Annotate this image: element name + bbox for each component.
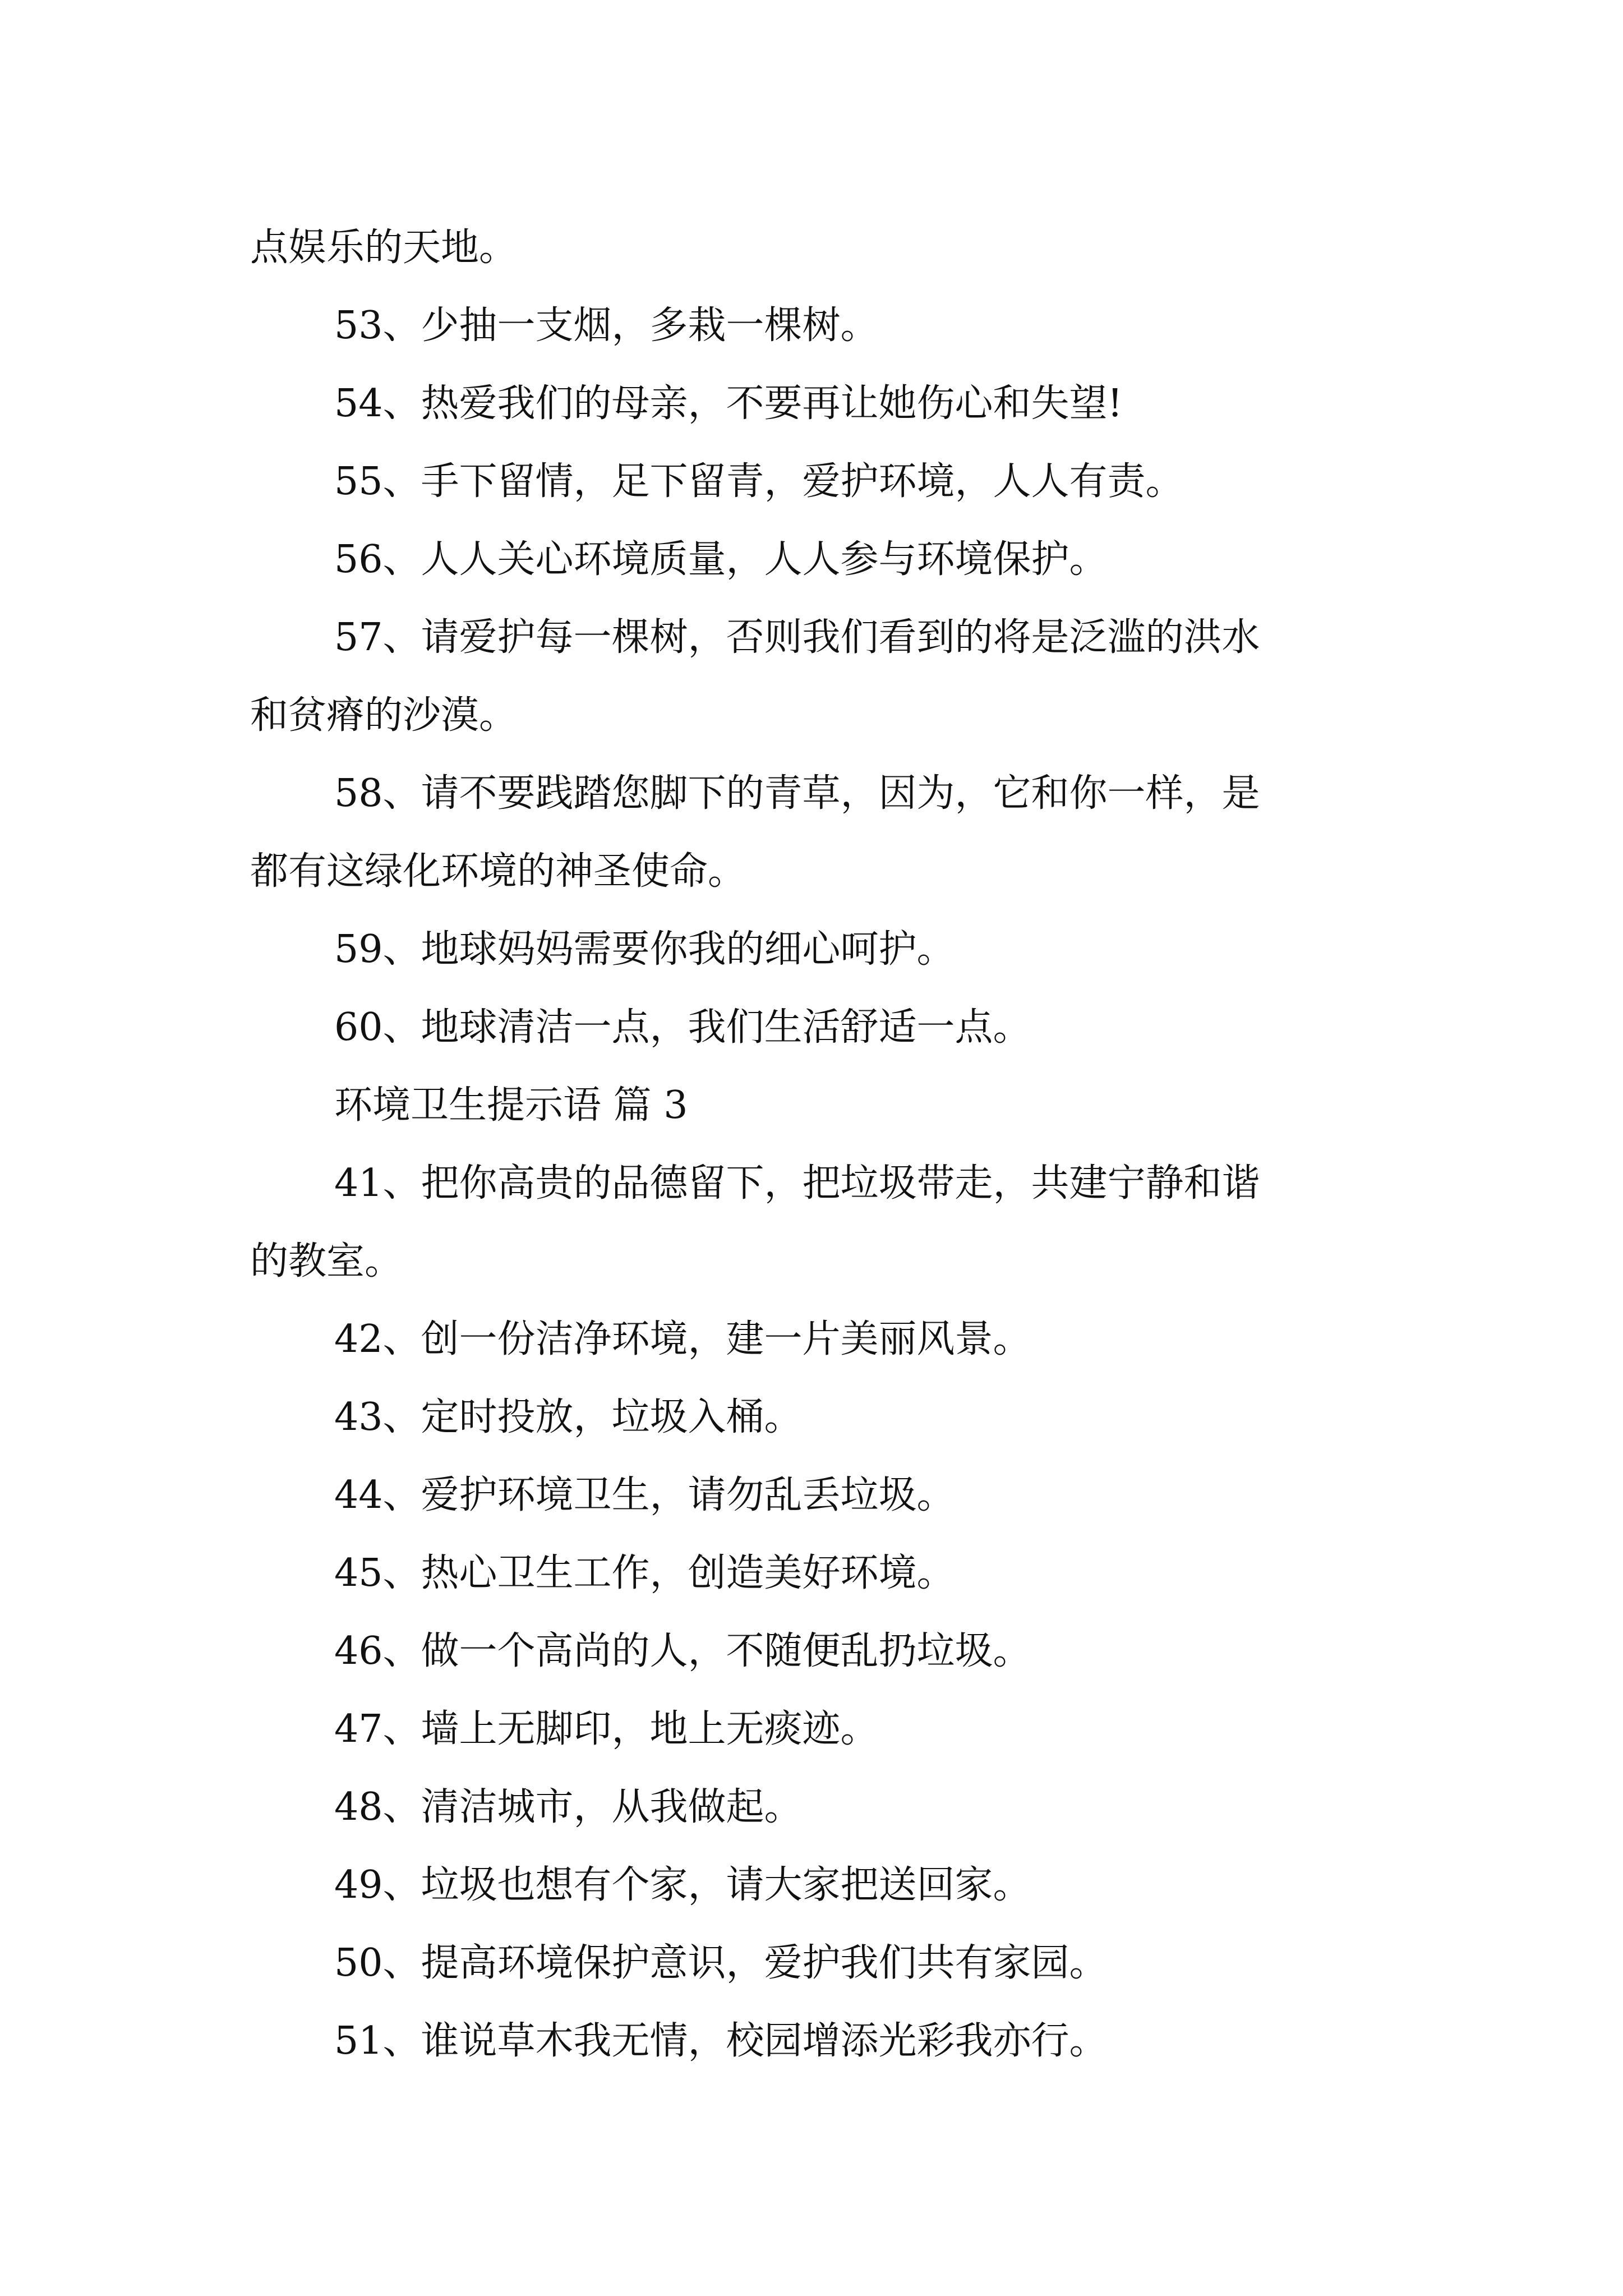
paragraph-line: 59、地球妈妈需要你我的细心呵护。 bbox=[334, 927, 955, 972]
paragraph-line: 44、爱护环境卫生，请勿乱丢垃圾。 bbox=[334, 1473, 955, 1517]
paragraph-line: 点娱乐的天地。 bbox=[250, 226, 518, 270]
paragraph-line: 57、请爱护每一棵树，否则我们看到的将是泛滥的洪水 bbox=[334, 615, 1260, 660]
paragraph-line: 55、手下留情，足下留青，爱护环境，人人有责。 bbox=[334, 459, 1184, 504]
paragraph-line: 42、创一份洁净环境，建一片美丽风景。 bbox=[334, 1317, 1031, 1361]
paragraph-line: 48、清洁城市，从我做起。 bbox=[334, 1785, 803, 1829]
paragraph-line: 的教室。 bbox=[250, 1239, 403, 1283]
section-heading: 环境卫生提示语 篇 3 bbox=[334, 1083, 688, 1128]
paragraph-line: 53、少抽一支烟，多栽一棵树。 bbox=[334, 303, 879, 348]
paragraph-line: 都有这绿化环境的神圣使命。 bbox=[250, 849, 746, 894]
paragraph-line: 45、热心卫生工作，创造美好环境。 bbox=[334, 1551, 955, 1595]
paragraph-line: 和贫瘠的沙漠。 bbox=[250, 693, 518, 738]
paragraph-line: 43、定时投放，垃圾入桶。 bbox=[334, 1395, 803, 1439]
paragraph-line: 56、人人关心环境质量，人人参与环境保护。 bbox=[334, 537, 1108, 582]
paragraph-line: 46、做一个高尚的人，不随便乱扔垃圾。 bbox=[334, 1629, 1031, 1673]
paragraph-line: 51、谁说草木我无情，校园增添光彩我亦行。 bbox=[334, 2019, 1108, 2063]
document-body bbox=[250, 209, 1389, 2080]
paragraph-line: 47、墙上无脚印，地上无痰迹。 bbox=[334, 1707, 879, 1751]
paragraph-line: 50、提高环境保护意识，爱护我们共有家园。 bbox=[334, 1941, 1108, 1985]
paragraph-line: 58、请不要践踏您脚下的青草，因为，它和你一样，是 bbox=[334, 771, 1260, 816]
paragraph-line: 60、地球清洁一点，我们生活舒适一点。 bbox=[334, 1005, 1031, 1050]
paragraph-line: 54、热爱我们的母亲，不要再让她伤心和失望! bbox=[334, 381, 1123, 426]
paragraph-line: 41、把你高贵的品德留下，把垃圾带走，共建宁静和谐 bbox=[334, 1161, 1260, 1205]
paragraph-line: 49、垃圾也想有个家，请大家把送回家。 bbox=[334, 1863, 1031, 1907]
